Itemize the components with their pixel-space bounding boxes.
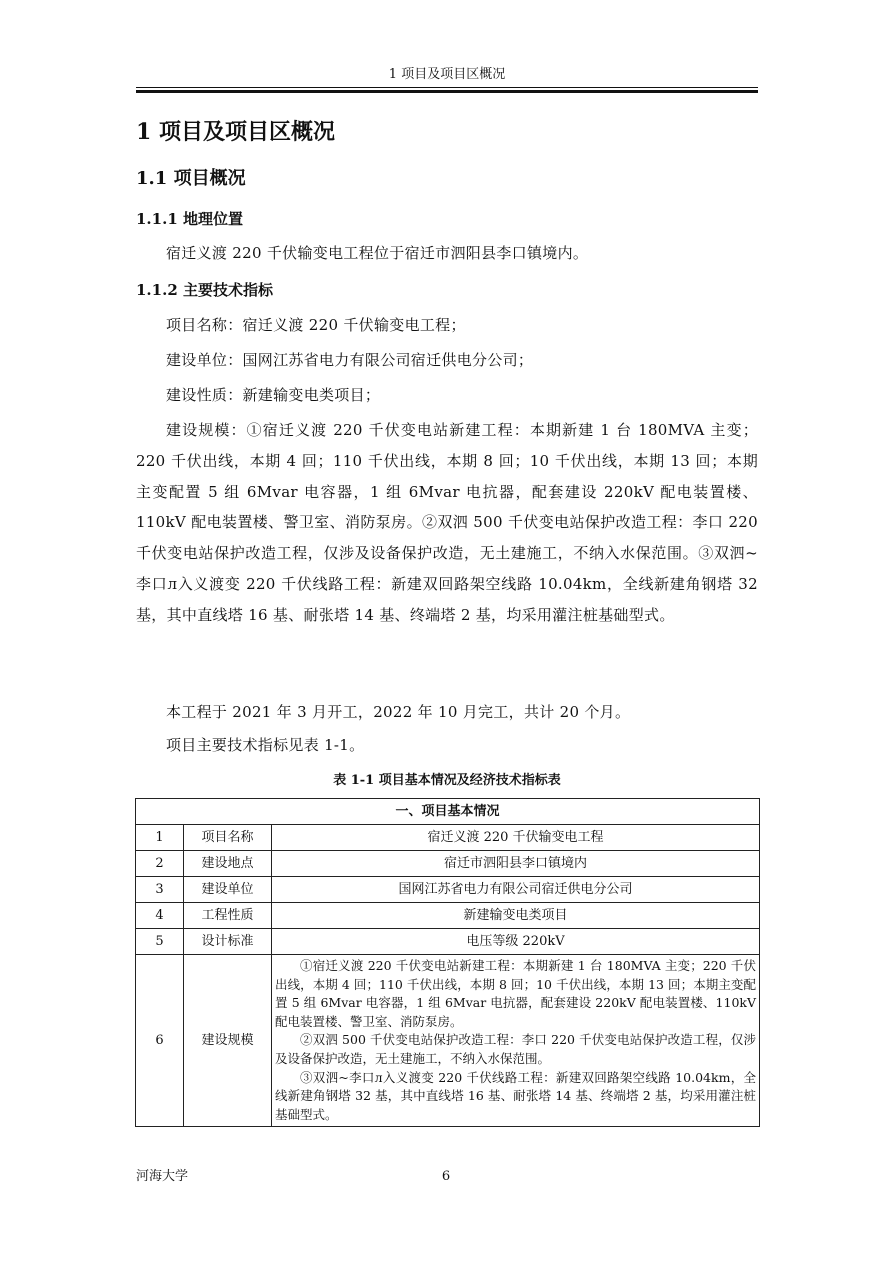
scale-detail-line: ③双泗~李口л入义渡变 220 千伏线路工程：新建双回路架空线路 10.04km，全线新建角钢塔 32 基，其中直线塔 16 基、耐张塔 14 基、终端塔 2 基，均采用灌注桩基础型式。 xyxy=(275,1069,757,1122)
schedule-paragraph: 本工程于 2021 年 3 月开工，2022 年 10 月完工，共计 20 个月。 xyxy=(166,703,631,721)
row-number: 5 xyxy=(136,929,184,955)
table-row xyxy=(136,877,760,903)
row-number: 3 xyxy=(136,877,184,903)
table-row xyxy=(136,929,760,955)
table-reference-paragraph: 项目主要技术指标见表 1-1。 xyxy=(166,736,365,754)
row-item: 设计标准 xyxy=(184,929,272,955)
footer-institution: 河海大学 xyxy=(136,1169,189,1184)
location-paragraph: 宿迁义渡 220 千伏输变电工程位于宿迁市泗阳县李口镇境内。 xyxy=(166,244,589,262)
row-number: 2 xyxy=(136,851,184,877)
header-rule-thick xyxy=(136,90,758,93)
header-rule-thin xyxy=(136,87,758,88)
row-item: 工程性质 xyxy=(184,903,272,929)
table-row-scale xyxy=(136,955,760,1127)
row-value: 宿迁市泗阳县李口镇境内 xyxy=(272,851,760,877)
scale-detail-substation: ①宿迁义渡 220 千伏变电站新建工程：本期新建 1 台 180MVA 主变；220 千伏出线，本期 4 回；110 千伏出线，本期 8 回；10 千伏出线，本期 13 回；本期主变配置 5 组 6Mvar 电容器，1 组 6Mvar 电抗器，配套建设 220kV 配电装置楼、110kV 配电装置楼、警卫室、消防泵房。 xyxy=(275,958,757,1029)
row-value: 新建输变电类项目 xyxy=(272,903,760,929)
row-number: 4 xyxy=(136,903,184,929)
table-row xyxy=(136,851,760,877)
row-value: 宿迁义渡 220 千伏输变电工程 xyxy=(272,825,760,851)
row-item: 建设地点 xyxy=(184,851,272,877)
scale-detail-cell xyxy=(272,955,760,1127)
builder-paragraph: 建设单位：国网江苏省电力有限公司宿迁供电分公司； xyxy=(166,351,534,369)
table-caption: 表 1-1 项目基本情况及经济技术指标表 xyxy=(333,773,561,788)
table-row xyxy=(136,825,760,851)
table-section-title: 一、项目基本情况 xyxy=(136,799,760,825)
project-name-paragraph: 项目名称：宿迁义渡 220 千伏输变电工程； xyxy=(166,316,466,334)
row-number: 1 xyxy=(136,825,184,851)
running-header: 1 项目及项目区概况 xyxy=(388,67,506,82)
row-item: 项目名称 xyxy=(184,825,272,851)
table-row xyxy=(136,903,760,929)
row-value: 国网江苏省电力有限公司宿迁供电分公司 xyxy=(272,877,760,903)
project-info-table xyxy=(135,798,760,1127)
subsection-title-indicators: 1.1.2 主要技术指标 xyxy=(136,281,273,299)
chapter-title: 1 项目及项目区概况 xyxy=(136,119,335,145)
scale-paragraph: 建设规模：①宿迁义渡 220 千伏变电站新建工程：本期新建 1 台 180MVA 主变；220 千伏出线，本期 4 回；110 千伏出线，本期 8 回；10 千伏出线，本期 13 回；本期主变配置 5 组 6Mvar 电容器，1 组 6Mvar 电抗器，配套建设 220kV 配电装置楼、110kV 配电装置楼、警卫室、消防泵房。②双泗 500 千伏变电站保护改造工程：李口 220 千伏变电站保护改造工程，仅涉及设备保护改造，无土建施工，不纳入水保范围。③双泗~李口л入义渡变 220 千伏线路工程：新建双回路架空线路 10.04km，全线新建角钢塔 32 基，其中直线塔 16 基、耐张塔 14 基、终端塔 2 基，均采用灌注桩基础型式。 xyxy=(136,421,758,624)
nature-paragraph: 建设性质：新建输变电类项目； xyxy=(166,386,381,404)
row-value: 电压等级 220kV xyxy=(272,929,760,955)
row-item: 建设单位 xyxy=(184,877,272,903)
page-number: 6 xyxy=(441,1169,451,1184)
subsection-title-location: 1.1.1 地理位置 xyxy=(136,210,243,228)
scale-detail-protection: ②双泗 500 千伏变电站保护改造工程：李口 220 千伏变电站保护改造工程，仅涉及设备保护改造，无土建施工，不纳入水保范围。 xyxy=(275,1032,757,1066)
row-item: 建设规模 xyxy=(184,955,272,1127)
row-number: 6 xyxy=(136,955,184,1127)
section-title: 1.1 项目概况 xyxy=(136,168,246,189)
